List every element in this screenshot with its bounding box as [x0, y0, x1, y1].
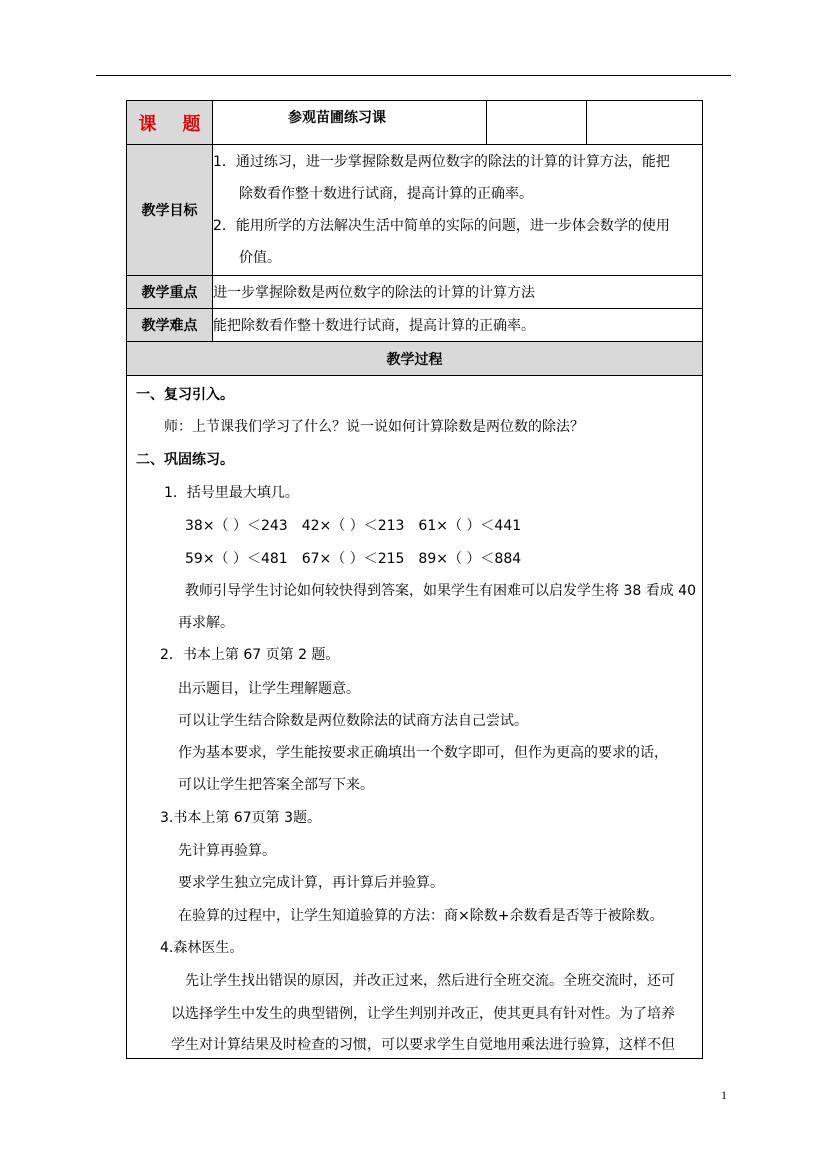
focus-row	[127, 276, 703, 309]
exercise-line: 59×（ ）＜481 67×（ ）＜215 89×（ ）＜884	[185, 551, 522, 567]
focus-label: 教学重点	[127, 276, 213, 309]
goal-number: 2．	[213, 218, 236, 234]
goal-text: 通过练习，进一步掌握除数是两位数字的除法的计算的计算方法，能把	[235, 154, 670, 170]
title-label-cell	[127, 101, 213, 145]
process-line: 师：上节课我们学习了什么？说一说如何计算除数是两位数的除法？	[164, 419, 584, 435]
goals-content	[213, 145, 703, 276]
process-line: 学生对计算结果及时检查的习惯，可以要求学生自觉地用乘法进行验算，这样不但	[171, 1037, 675, 1053]
process-row	[127, 376, 703, 1059]
section-heading: 一、复习引入。	[136, 387, 234, 403]
difficulty-row	[127, 309, 703, 342]
process-line: 先计算再验算。	[178, 843, 276, 859]
lesson-plan-table	[126, 100, 703, 1059]
process-line: 出示题目，让学生理解题意。	[178, 681, 360, 697]
goals-label: 教学目标	[127, 145, 213, 276]
title-label-char-1: 课	[138, 113, 157, 135]
difficulty-text: 能把除数看作整十数进行试商，提高计算的正确率。	[213, 309, 703, 342]
empty-cell-1	[487, 101, 587, 145]
focus-text: 进一步掌握除数是两位数字的除法的计算的计算方法	[213, 276, 703, 309]
exercise-line: 38×（ ）＜243 42×（ ）＜213 61×（ ）＜441	[185, 518, 522, 534]
process-line: 3.书本上第 67页第 3题。	[160, 810, 321, 826]
goal-number: 1．	[213, 154, 236, 170]
process-line: 可以让学生把答案全部写下来。	[178, 777, 374, 793]
process-line: 再求解。	[178, 615, 234, 631]
process-line: 作为基本要求，学生能按要求正确填出一个数字即可，但作为更高的要求的话，	[178, 745, 668, 761]
goal-item-2-cont: 价值。	[239, 250, 281, 266]
process-line: 1．括号里最大填几。	[164, 485, 299, 501]
process-line: 以选择学生中发生的典型错例，让学生判别并改正，使其更具有针对性。为了培养	[171, 1006, 675, 1022]
difficulty-label: 教学难点	[127, 309, 213, 342]
goal-item-2	[213, 210, 702, 242]
goal-text: 能用所学的方法解决生活中简单的实际的问题，进一步体会数学的使用	[235, 218, 670, 234]
process-line: 4.森林医生。	[160, 940, 244, 956]
page-number: 1	[721, 1088, 727, 1102]
process-heading-row	[127, 342, 703, 376]
title-row	[127, 101, 703, 145]
process-line: 在验算的过程中，让学生知道验算的方法：商×除数+余数看是否等于被除数。	[178, 908, 664, 924]
section-heading: 二、巩固练习。	[136, 452, 234, 468]
process-heading: 教学过程	[127, 342, 703, 376]
goal-item-1-cont: 除数看作整十数进行试商，提高计算的正确率。	[239, 186, 533, 202]
empty-cell-2	[587, 101, 703, 145]
process-content	[127, 376, 703, 1059]
process-line: 先让学生找出错误的原因，并改正过来，然后进行全班交流。全班交流时，还可	[185, 973, 675, 989]
process-line: 2．书本上第 67 页第 2 题。	[160, 647, 340, 663]
process-line: 要求学生独立完成计算，再计算后并验算。	[178, 875, 444, 891]
lesson-title: 参观苗圃练习课	[213, 101, 487, 145]
process-line: 教师引导学生讨论如何较快得到答案，如果学生有困难可以启发学生将 38 看成 40	[185, 583, 696, 599]
goals-row	[127, 145, 703, 276]
process-line: 可以让学生结合除数是两位数除法的试商方法自己尝试。	[178, 713, 528, 729]
title-label-char-2: 题	[182, 113, 201, 135]
header-rule	[96, 75, 731, 76]
goal-item-1	[213, 146, 702, 178]
